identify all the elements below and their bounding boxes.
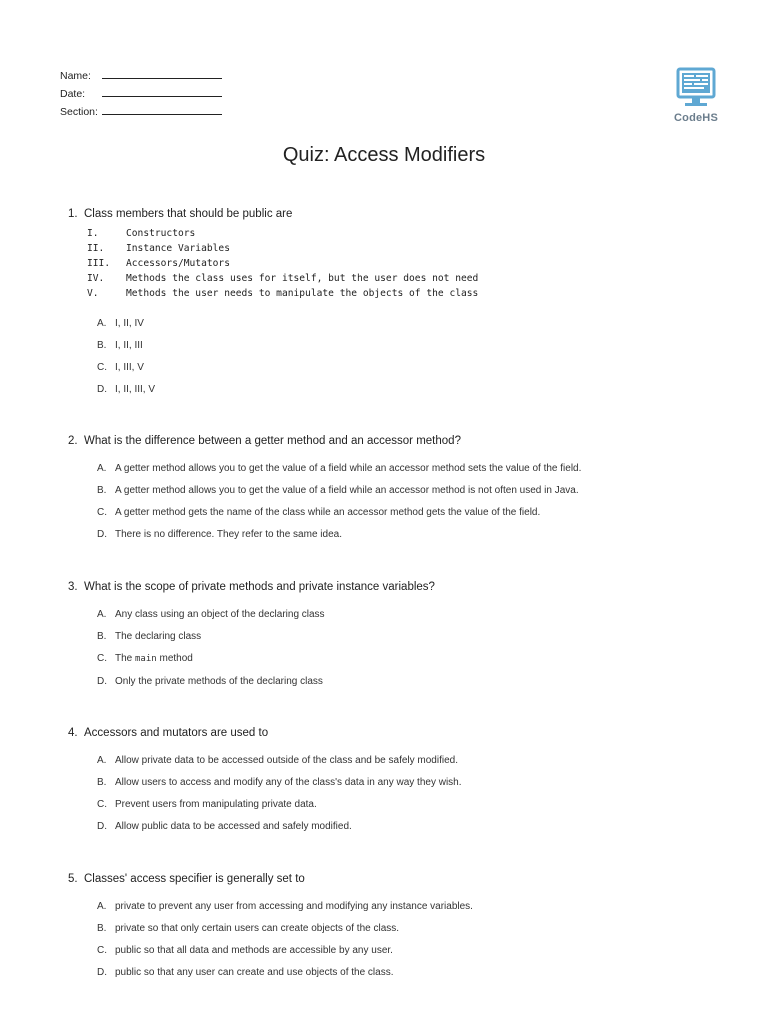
name-label: Name: (60, 70, 91, 82)
roman-numeral: III. (87, 258, 111, 269)
main-method-code: main (135, 654, 157, 664)
answer-option-c[interactable] (97, 944, 708, 957)
option-text: Allow users to access and modify any of the class's data in any way they wish. (115, 777, 462, 788)
roman-numeral: II. (87, 243, 105, 254)
option-letter: C. (97, 653, 107, 664)
option-letter: B. (97, 777, 107, 788)
question-text: Classes' access specifier is generally set to (84, 873, 305, 885)
question-number: 3. (68, 581, 78, 593)
answer-option-d[interactable] (97, 528, 708, 541)
option-letter: B. (97, 340, 107, 351)
option-letter: A. (97, 755, 107, 766)
answer-option-b[interactable] (97, 776, 708, 789)
answer-option-a[interactable] (97, 754, 708, 767)
question-1 (68, 206, 708, 396)
option-text-before-code: The (115, 653, 133, 664)
list-item (87, 241, 708, 256)
option-letter: D. (97, 529, 107, 540)
question-number: 5. (68, 873, 78, 885)
option-letter: D. (97, 676, 107, 687)
answer-options (97, 754, 708, 833)
answer-option-a[interactable] (97, 608, 708, 621)
question-4 (68, 725, 708, 833)
option-letter: A. (97, 463, 107, 474)
question-2 (68, 433, 708, 541)
option-text: I, II, IV (115, 318, 144, 329)
answer-option-d[interactable] (97, 820, 708, 833)
option-letter: D. (97, 967, 107, 978)
section-field (60, 100, 260, 118)
roman-item-text: Methods the class uses for itself, but the user does not need (126, 273, 479, 284)
question-stem (68, 725, 708, 741)
question-number: 4. (68, 727, 78, 739)
option-letter: D. (97, 821, 107, 832)
answer-option-a[interactable] (97, 900, 708, 913)
student-info-fields (60, 64, 260, 118)
date-label: Date: (60, 88, 86, 100)
section-label: Section: (60, 106, 98, 118)
option-letter: C. (97, 507, 107, 518)
roman-numeral-list (87, 226, 708, 301)
answer-options (97, 462, 708, 541)
question-3 (68, 579, 708, 688)
option-text: public so that all data and methods are accessible by any user. (115, 945, 393, 956)
roman-item-text: Methods the user needs to manipulate the objects of the class (126, 288, 479, 299)
answer-option-b[interactable] (97, 630, 708, 643)
option-text: Allow private data to be accessed outside of the class and be safely modified. (115, 755, 458, 766)
option-text: Prevent users from manipulating private data. (115, 799, 317, 810)
answer-option-b[interactable] (97, 922, 708, 935)
option-text: Only the private methods of the declaring class (115, 676, 323, 687)
option-letter: A. (97, 318, 107, 329)
option-letter: A. (97, 609, 107, 620)
section-blank-line (102, 114, 222, 115)
option-text-after-code: method (159, 653, 193, 664)
option-text: A getter method allows you to get the value of a field while an accessor method is not often used in Java. (115, 485, 579, 496)
answer-option-d[interactable] (97, 966, 708, 979)
answer-options (97, 608, 708, 688)
question-stem (68, 871, 708, 887)
option-letter: C. (97, 362, 107, 373)
page-title: Quiz: Access Modifiers (282, 144, 486, 166)
roman-item-text: Constructors (126, 228, 196, 239)
answer-option-d[interactable] (97, 383, 708, 396)
answer-option-c[interactable] (97, 361, 708, 374)
answer-option-c[interactable] (97, 652, 708, 666)
option-text: I, III, V (115, 362, 144, 373)
answer-option-c[interactable] (97, 798, 708, 811)
option-letter: B. (97, 631, 107, 642)
option-letter: C. (97, 945, 107, 956)
option-text (115, 652, 193, 666)
option-letter: D. (97, 384, 107, 395)
list-item (87, 286, 708, 301)
answer-option-a[interactable] (97, 462, 708, 475)
date-field (60, 82, 260, 100)
date-blank-line (102, 96, 222, 97)
option-text: The declaring class (115, 631, 202, 642)
answer-options (97, 317, 708, 396)
list-item (87, 226, 708, 241)
option-letter: B. (97, 485, 107, 496)
roman-item-text: Instance Variables (126, 243, 230, 254)
roman-item-text: Accessors/Mutators (126, 258, 230, 269)
question-text: Accessors and mutators are used to (84, 727, 269, 739)
question-stem (68, 433, 708, 449)
answer-option-a[interactable] (97, 317, 708, 330)
question-stem (68, 206, 708, 222)
answer-option-b[interactable] (97, 339, 708, 352)
option-text: A getter method allows you to get the value of a field while an accessor method sets the value of the field. (115, 463, 582, 474)
option-letter: C. (97, 799, 107, 810)
list-item (87, 256, 708, 271)
logo-wordmark: CodeHS (674, 112, 718, 124)
option-text: private so that only certain users can create objects of the class. (115, 923, 400, 934)
answer-options (97, 900, 708, 979)
option-text: Allow public data to be accessed and safely modified. (115, 821, 352, 832)
roman-numeral: I. (87, 228, 99, 239)
option-text: private to prevent any user from accessing and modifying any instance variables. (115, 901, 473, 912)
option-letter: A. (97, 901, 107, 912)
option-text: I, II, III (115, 340, 143, 351)
question-text: Class members that should be public are (84, 208, 293, 220)
answer-option-b[interactable] (97, 484, 708, 497)
codehs-logo (672, 66, 720, 128)
question-5 (68, 871, 708, 979)
list-item (87, 271, 708, 286)
question-number: 2. (68, 435, 78, 447)
computer-monitor-icon (672, 66, 720, 112)
question-stem (68, 579, 708, 595)
option-text: I, II, III, V (115, 384, 156, 395)
name-field (60, 64, 260, 82)
option-text: A getter method gets the name of the class while an accessor method gets the value of the field. (115, 507, 541, 518)
question-text: What is the difference between a getter method and an accessor method? (84, 435, 461, 447)
option-text: public so that any user can create and use objects of the class. (115, 967, 394, 978)
option-letter: B. (97, 923, 107, 934)
question-text: What is the scope of private methods and private instance variables? (84, 581, 435, 593)
option-text: Any class using an object of the declaring class (115, 609, 325, 620)
roman-numeral: IV. (87, 273, 105, 284)
option-text: There is no difference. They refer to the same idea. (115, 529, 342, 540)
question-number: 1. (68, 208, 78, 220)
answer-option-d[interactable] (97, 675, 708, 688)
name-blank-line (102, 78, 222, 79)
roman-numeral: V. (87, 288, 99, 299)
answer-option-c[interactable] (97, 506, 708, 519)
